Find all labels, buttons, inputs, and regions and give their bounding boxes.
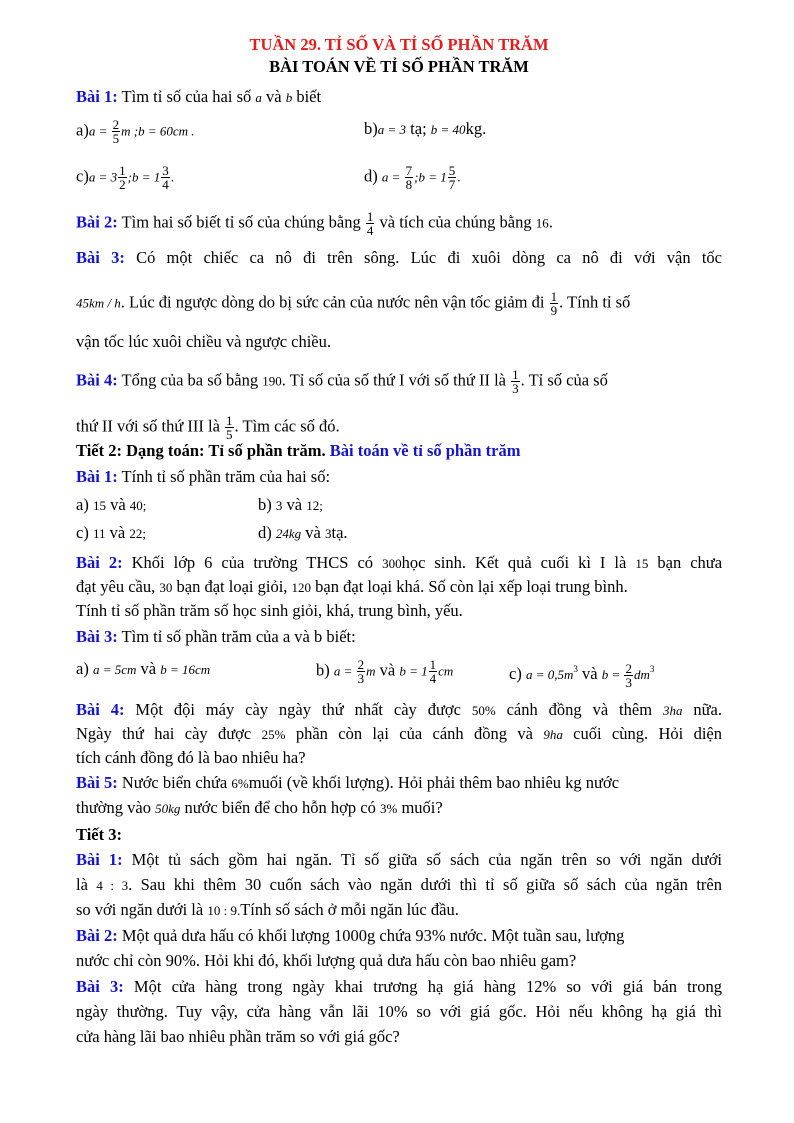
fraction: $\frac{1}{2}$ [119,163,126,192]
fraction: $\frac{1}{4}$ [366,209,374,238]
s2-bai1-a: a) 15 và 40; [76,495,147,514]
fraction: $\frac{7}{8}$ [405,163,413,192]
s2-bai4-line3: tích cánh đồng đó là bao nhiêu ha? [76,748,306,767]
s2-bai1-b: b) 3 và 12; [258,495,323,514]
s1-bai4-line2: thứ II với số thứ III là $\frac{1}{5}$ . Tìm các số đó. [76,413,340,442]
fraction: $\frac{2}{3}$ [357,657,365,686]
s3-bai1-line3: so với ngăn dưới là 10 : 9.Tính số sách ở mỗi ngăn lúc đầu. [76,900,459,919]
s1-item-c: c)a = 3 $\frac{1}{2}$ ;b = 1 $\frac{3}{4}$ . [76,163,174,192]
s2-heading: Tiết 2: Dạng toán: Tỉ số phần trăm. Bài toán về tỉ số phần trăm [76,441,521,460]
s3-heading: Tiết 3: [76,825,122,844]
fraction: $\frac{1}{3}$ [512,367,519,396]
document-page [76,34,723,1046]
s2-bai3: Bài 3: Tìm tỉ số phần trăm của a và b biết: [76,627,356,646]
s1-bai3-line2: 45km / h. Lúc đi ngược dòng do bị sức cản của nước nên vận tốc giảm đi $\frac{1}{9}$ . Tính tỉ số [76,289,631,318]
s1-item-d: d) a = $\frac{7}{8}$ ;b = 1 $\frac{5}{7}$ . [364,163,461,192]
s2-bai2-line1: Bài 2: Khối lớp 6 của trường THCS có 300học sinh. Kết quả cuối kì I là 15 bạn chưa [76,553,723,572]
s2-bai5-line1: Bài 5: Nước biển chứa 6%muối (về khối lượng). Hỏi phải thêm bao nhiêu kg nước [76,773,620,792]
s3-bai3-line1: Bài 3: Một cửa hàng trong ngày khai trương hạ giá hàng 12% so với giá bán trong [76,977,722,996]
fraction: $\frac{2}{3}$ [625,660,632,690]
fraction: $\frac{1}{5}$ [226,413,233,442]
s1-item-a: a)a = $\frac{2}{5}$ m ;b = 60cm . [76,117,195,146]
s1-bai3-line1: Bài 3: Có một chiếc ca nô đi trên sông. Lúc đi xuôi dòng ca nô đi với vận tốc [76,248,722,267]
s2-bai3-a: a) a = 5cm và b = 16cm [76,659,211,678]
s2-bai2-line2: đạt yêu cầu, 30 bạn đạt loại giỏi, 120 bạn đạt loại khá. Số còn lại xếp loại trung bình. [76,577,628,596]
s2-bai1: Bài 1: Tính tỉ số phần trăm của hai số: [76,467,331,486]
topic-title: BÀI TOÁN VỀ TỈ SỐ PHẦN TRĂM [269,57,529,76]
fraction: $\frac{5}{7}$ [448,163,456,192]
s2-bai1-c: c) 11 và 22; [76,523,146,542]
s2-bai1-d: d) 24kg và 3tạ. [258,523,348,542]
s1-bai3-line3: vận tốc lúc xuôi chiều và ngược chiều. [76,332,332,351]
s2-bai4-line1: Bài 4: Một đội máy cày ngày thứ nhất cày được 50% cánh đồng và thêm 3ha nữa. [76,700,723,719]
s1-bai2: Bài 2: Tìm hai số biết tỉ số của chúng bằng $\frac{1}{4}$ và tích của chúng bằng 16. [76,209,553,238]
s2-bai5-line2: thường vào 50kg nước biển để cho hỗn hợp có 3% muối? [76,798,443,817]
s3-bai1-line2: là 4 : 3. Sau khi thêm 30 cuốn sách vào ngăn dưới thì tỉ số giữa số sách của ngăn trên [76,875,722,894]
s2-bai2-line3: Tính tỉ số phần trăm số học sinh giỏi, khá, trung bình, yếu. [76,601,463,620]
s2-bai3-b: b) a = $\frac{2}{3}$ m và b = 1 $\frac{1}{4}$ cm [316,657,454,686]
s3-bai2-line1: Bài 2: Một quả dưa hấu có khối lượng 1000g chứa 93% nước. Một tuần sau, lượng [76,926,625,945]
fraction: $\frac{2}{5}$ [112,117,120,146]
s1-bai1: Bài 1: Tìm tỉ số của hai số a và b biết [76,87,322,106]
s2-bai3-c: c) $a = 0,5m^3$ và b = $\frac{2}{3}$ $dm^3$ [509,660,655,690]
fraction: $\frac{1}{9}$ [550,289,558,318]
fraction: $\frac{1}{4}$ [429,657,437,686]
s1-item-b: b)a = 3 tạ; b = 40kg. [364,119,487,138]
s1-bai4-line1: Bài 4: Tổng của ba số bằng 190. Tỉ số của số thứ I với số thứ II là $\frac{1}{3}$ . Tỉ số của số [76,367,608,396]
fraction: $\frac{3}{4}$ [162,163,169,192]
s3-bai3-line2: ngày thường. Tuy vậy, cửa hàng vẫn lãi 10% so với giá gốc. Hỏi nếu không hạ giá thì [76,1002,722,1021]
s3-bai1-line1: Bài 1: Một tủ sách gồm hai ngăn. Tỉ số giữa số sách của ngăn trên so với ngăn dưới [76,850,723,869]
s3-bai3-line3: cửa hàng lãi bao nhiêu phần trăm so với giá gốc? [76,1027,400,1046]
s3-bai2-line2: nước chỉ còn 90%. Hỏi khi đó, khối lượng quả dưa hấu còn bao nhiêu gam? [76,951,577,970]
week-title: TUẦN 29. TỈ SỐ VÀ TỈ SỐ PHẦN TRĂM [249,35,549,54]
s2-bai4-line2: Ngày thứ hai cày được 25% phần còn lại của cánh đồng và 9ha cuối cùng. Hỏi diện [76,724,723,743]
